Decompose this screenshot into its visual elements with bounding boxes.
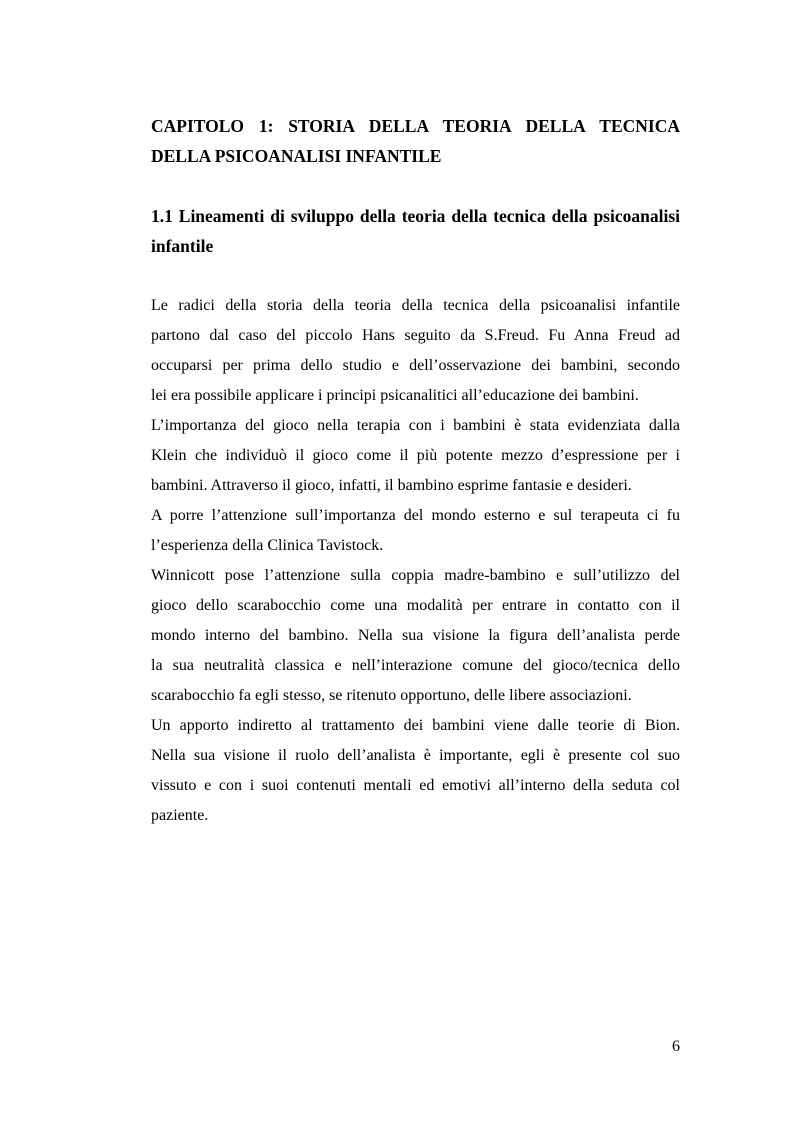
body-line: scarabocchio fa egli stesso, se ritenuto opportuno, delle libere associazioni. [151,687,632,704]
page-number: 6 [672,1038,680,1055]
body-line: Klein che individuò il gioco come il più potente mezzo d’espressione per i [151,447,680,464]
page-content [151,111,680,831]
chapter-title-line-2: DELLA PSICOANALISI INFANTILE [151,146,442,166]
body-line: l’esperienza della Clinica Tavistock. [151,537,384,554]
chapter-title [151,111,680,171]
body-line: gioco dello scarabocchio come una modalità per entrare in contatto con il [151,597,680,614]
section-title-line-2: infantile [151,236,214,256]
body-line: Nella sua visione il ruolo dell’analista è importante, egli è presente col suo [151,747,680,764]
body-line: occuparsi per prima dello studio e dell’osservazione dei bambini, secondo [151,357,680,374]
section-title [151,201,680,261]
body-line: bambini. Attraverso il gioco, infatti, il bambino esprime fantasie e desideri. [151,477,632,494]
body-line: paziente. [151,807,209,824]
body-line: Winnicott pose l’attenzione sulla coppia madre-bambino e sull’utilizzo del [151,567,680,584]
body-line: vissuto e con i suoi contenuti mentali ed emotivi all’interno della seduta col [151,777,680,794]
body-line: la sua neutralità classica e nell’interazione comune del gioco/tecnica dello [151,657,680,674]
section-title-line-1: 1.1 Lineamenti di sviluppo della teoria della tecnica della psicoanalisi [151,206,680,226]
body-line: L’importanza del gioco nella terapia con i bambini è stata evidenziata dalla [151,417,680,434]
body-line: Un apporto indiretto al trattamento dei bambini viene dalle teorie di Bion. [151,717,680,734]
body-line: Le radici della storia della teoria della tecnica della psicoanalisi infantile [151,297,680,314]
chapter-title-line-1: CAPITOLO 1: STORIA DELLA TEORIA DELLA TECNICA [151,116,680,136]
body-line: mondo interno del bambino. Nella sua visione la figura dell’analista perde [151,627,680,644]
body-line: lei era possibile applicare i principi psicanalitici all’educazione dei bambini. [151,387,639,404]
body-line: partono dal caso del piccolo Hans seguito da S.Freud. Fu Anna Freud ad [151,327,680,344]
body-text [151,291,680,831]
body-line: A porre l’attenzione sull’importanza del mondo esterno e sul terapeuta ci fu [151,507,680,524]
